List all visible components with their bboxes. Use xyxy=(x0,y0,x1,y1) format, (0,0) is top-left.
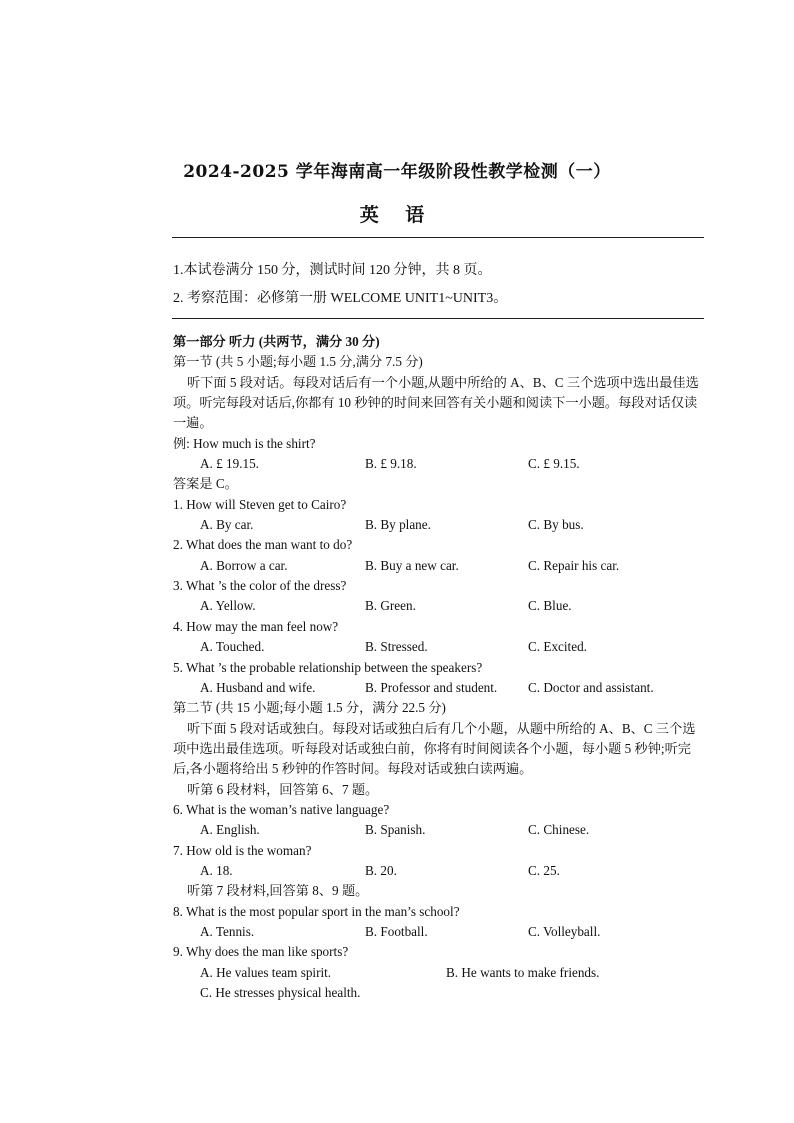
option-b: B. Football. xyxy=(365,923,428,939)
option-c: C. By bus. xyxy=(528,517,584,533)
option-b: B. £ 9.18. xyxy=(365,456,417,472)
option-a: A. English. xyxy=(200,822,260,838)
option-a: A. By car. xyxy=(200,517,254,533)
option-b: B. Buy a new car. xyxy=(365,557,459,573)
question-8-options xyxy=(173,922,708,942)
question-8: 8. What is the most popular sport in the man’s school? xyxy=(173,903,460,919)
question-2: 2. What does the man want to do? xyxy=(173,537,353,553)
option-a: A. Yellow. xyxy=(200,598,256,614)
question-9-options-ab xyxy=(173,963,708,983)
option-c: C. Repair his car. xyxy=(528,557,620,573)
example-options xyxy=(173,454,708,474)
question-7: 7. How old is the woman? xyxy=(173,842,312,858)
note-1: 1.本试卷满分 150 分，测试时间 120 分钟，共 8 页。 xyxy=(173,263,492,278)
section2-heading: 第二节 (共 15 小题;每小题 1.5 分，满分 22.5 分) xyxy=(173,700,446,716)
section2-instruction-3: 后,各小题将给出 5 秒钟的作答时间。每段对话或独白读两遍。 xyxy=(173,761,533,777)
option-c: C. Blue. xyxy=(528,598,572,614)
question-6: 6. What is the woman’s native language? xyxy=(173,801,390,817)
option-a: A. Touched. xyxy=(200,639,265,655)
part1-heading: 第一部分 听力 (共两节，满分 30 分) xyxy=(173,334,380,349)
option-c: C. 25. xyxy=(528,862,560,878)
option-b: B. 20. xyxy=(365,862,397,878)
question-4: 4. How may the man feel now? xyxy=(173,618,339,634)
material-6-note: 听第 6 段材料，回答第 6、7 题。 xyxy=(187,781,379,797)
option-a: A. £ 19.15. xyxy=(200,456,259,472)
question-5: 5. What ’s the probable relationship between the speakers? xyxy=(173,659,483,675)
question-3: 3. What ’s the color of the dress? xyxy=(173,578,347,594)
option-a: A. Tennis. xyxy=(200,923,255,939)
exam-content xyxy=(173,332,708,1003)
example-answer: 答案是 C。 xyxy=(173,476,238,492)
option-b: B. He wants to make friends. xyxy=(446,964,600,980)
option-a: A. Borrow a car. xyxy=(200,557,288,573)
section1-instruction-3: 一遍。 xyxy=(173,415,213,431)
question-1: 1. How will Steven get to Cairo? xyxy=(173,496,347,512)
option-b: B. Stressed. xyxy=(365,639,428,655)
question-1-options xyxy=(173,515,708,535)
option-c: C. Doctor and assistant. xyxy=(528,679,654,695)
option-c: C. Excited. xyxy=(528,639,587,655)
question-3-options xyxy=(173,596,708,616)
option-c: C. Volleyball. xyxy=(528,923,601,939)
exam-subject: 英 语 xyxy=(359,204,435,226)
example-question: 例: How much is the shirt? xyxy=(173,435,316,451)
option-b: B. By plane. xyxy=(365,517,431,533)
question-5-options xyxy=(173,678,708,698)
question-4-options xyxy=(173,637,708,657)
question-2-options xyxy=(173,556,708,576)
option-a: A. Husband and wife. xyxy=(200,679,316,695)
bottom-rule xyxy=(172,318,704,319)
section2-instruction-2: 项中选出最佳选项。听每段对话或独白前，你将有时间阅读各个小题，每小题 5 秒钟;听完 xyxy=(173,740,691,756)
section1-heading: 第一节 (共 5 小题;每小题 1.5 分,满分 7.5 分) xyxy=(173,354,423,370)
option-c: C. He stresses physical health. xyxy=(200,985,361,1000)
question-7-options xyxy=(173,861,708,881)
section2-instruction-1: 听下面 5 段对话或独白。每段对话或独白后有几个小题，从题中所给的 A、B、C 三个选 xyxy=(187,720,696,736)
section1-instruction-2: 项。听完每段对话后,你都有 10 秒钟的时间来回答有关小题和阅读下一小题。每段对话仅读 xyxy=(173,395,698,411)
note-2: 2. 考察范围：必修第一册 WELCOME UNIT1~UNIT3。 xyxy=(173,291,508,306)
option-a: A. 18. xyxy=(200,862,233,878)
exam-title: 2024-2025 学年海南高一年级阶段性教学检测（一） xyxy=(183,162,611,182)
question-9: 9. Why does the man like sports? xyxy=(173,944,349,960)
option-b: B. Spanish. xyxy=(365,822,426,838)
question-6-options xyxy=(173,820,708,840)
top-rule xyxy=(172,237,704,238)
option-c: C. £ 9.15. xyxy=(528,456,580,472)
option-c: C. Chinese. xyxy=(528,822,590,838)
material-7-note: 听第 7 段材料,回答第 8、9 题。 xyxy=(187,883,369,899)
question-9-options-c xyxy=(173,983,708,1003)
option-b: B. Green. xyxy=(365,598,416,614)
option-a: A. He values team spirit. xyxy=(200,964,332,980)
option-b: B. Professor and student. xyxy=(365,679,498,695)
section1-instruction-1: 听下面 5 段对话。每段对话后有一个小题,从题中所给的 A、B、C 三个选项中选出最佳选 xyxy=(187,374,699,390)
